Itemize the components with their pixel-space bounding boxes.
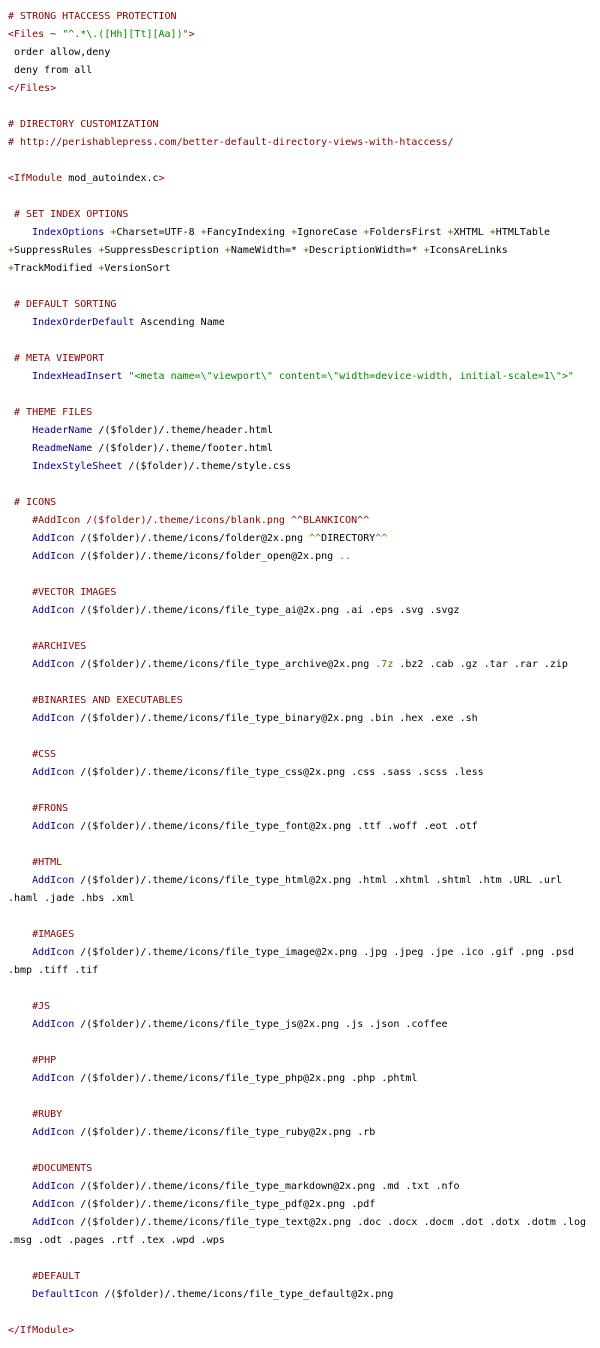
text-token: /($folder)/.theme/icons/file_type_php@2x.png .php .phtml	[74, 1073, 418, 1084]
text-token: /($folder)/.theme/icons/file_type_js@2x.png .js .json .coffee	[74, 1019, 448, 1030]
text-token: /($folder)/.theme/icons/file_type_markdown@2x.png .md .txt .nfo	[74, 1181, 460, 1192]
comment-token: #IMAGES	[8, 929, 75, 940]
text-token	[8, 1217, 32, 1228]
punctuation-token: ^^	[309, 533, 322, 544]
string-token: "<meta name=\"viewport\" content=\"width=device-width, initial-scale=1\">"	[128, 371, 574, 382]
code-line	[8, 1196, 600, 1214]
directive-token: AddIcon	[32, 1217, 75, 1228]
code-line	[8, 566, 600, 584]
code-line	[8, 314, 600, 332]
code-line	[8, 602, 600, 620]
text-token: /($folder)/.theme/icons/file_type_font@2x.png .ttf .woff .eot .otf	[74, 821, 478, 832]
text-token: /($folder)/.theme/icons/file_type_image@2x.png .jpg .jpeg .jpe .ico .gif .png .psd	[74, 947, 574, 958]
code-line	[8, 764, 600, 782]
code-line	[8, 494, 600, 512]
code-line	[8, 1106, 600, 1124]
text-token	[8, 1181, 32, 1192]
text-token: Charset=UTF-8	[116, 227, 201, 238]
directive-token: AddIcon	[32, 1019, 75, 1030]
text-token: /($folder)/.theme/icons/folder@2x.png	[74, 533, 310, 544]
code-line	[8, 656, 600, 674]
code-line	[8, 800, 600, 818]
code-line	[8, 548, 600, 566]
comment-token: # META VIEWPORT	[8, 353, 105, 364]
text-token: VersionSort	[104, 263, 171, 274]
code-line	[8, 1268, 600, 1286]
comment-token: # SET INDEX OPTIONS	[8, 209, 129, 220]
punctuation-token: +	[110, 227, 117, 238]
code-line	[8, 980, 600, 998]
text-token	[8, 1127, 32, 1138]
text-token	[8, 713, 32, 724]
tag-token: <IfModule	[8, 173, 63, 184]
tag-token: <Files	[8, 29, 45, 40]
text-token: /($folder)/.theme/header.html	[92, 425, 273, 436]
code-line	[8, 782, 600, 800]
text-token	[8, 821, 32, 832]
punctuation-token: +	[8, 263, 15, 274]
directive-token: AddIcon	[32, 947, 75, 958]
text-token: /($folder)/.theme/style.css	[122, 461, 291, 472]
code-line	[8, 962, 600, 980]
text-token: .msg .odt .pages .rtf .tex .wpd .wps	[8, 1235, 225, 1246]
code-line	[8, 44, 600, 62]
text-token: FancyIndexing	[206, 227, 292, 238]
directive-token: AddIcon	[32, 713, 75, 724]
punctuation-token: +	[423, 245, 430, 256]
directive-token: AddIcon	[32, 821, 75, 832]
text-token: /($folder)/.theme/icons/file_type_html@2x.png .html .xhtml .shtml .htm .URL .url	[74, 875, 562, 886]
text-token	[8, 1289, 32, 1300]
text-token	[8, 1073, 32, 1084]
directive-token: IndexStyleSheet	[32, 461, 123, 472]
punctuation-token: +	[224, 245, 231, 256]
code-line	[8, 818, 600, 836]
directive-token: IndexHeadInsert	[32, 371, 123, 382]
tag-token: </Files>	[8, 83, 57, 94]
code-line	[8, 728, 600, 746]
text-token	[8, 605, 32, 616]
code-line	[8, 944, 600, 962]
code-line	[8, 1232, 600, 1250]
comment-token: # THEME FILES	[8, 407, 93, 418]
punctuation-token: +	[98, 263, 105, 274]
punctuation-token: +	[98, 245, 105, 256]
directive-token: AddIcon	[32, 659, 75, 670]
text-token	[8, 227, 32, 238]
code-line	[8, 62, 600, 80]
code-line	[8, 872, 600, 890]
text-token: DIRECTORY	[321, 533, 376, 544]
text-token	[8, 317, 32, 328]
code-line	[8, 530, 600, 548]
punctuation-token: +	[200, 227, 207, 238]
comment-token: #DEFAULT	[8, 1271, 81, 1282]
punctuation-token: ..	[339, 551, 352, 562]
code-line	[8, 1214, 600, 1232]
text-token: /($folder)/.theme/icons/file_type_pdf@2x.png .pdf	[74, 1199, 376, 1210]
code-line	[8, 404, 600, 422]
code-line	[8, 584, 600, 602]
tag-token: >	[188, 29, 195, 40]
tag-token: </IfModule>	[8, 1325, 75, 1336]
code-line	[8, 332, 600, 350]
text-token: /($folder)/.theme/icons/file_type_archive@2x.png	[74, 659, 376, 670]
code-line	[8, 854, 600, 872]
code-line	[8, 638, 600, 656]
code-line	[8, 368, 600, 386]
comment-token: #VECTOR IMAGES	[8, 587, 117, 598]
text-token: SuppressRules	[14, 245, 99, 256]
directive-token: AddIcon	[32, 1181, 75, 1192]
code-line	[8, 206, 600, 224]
directive-token: IndexOrderDefault	[32, 317, 135, 328]
text-token	[8, 767, 32, 778]
code-line	[8, 8, 600, 26]
code-line	[8, 998, 600, 1016]
code-line	[8, 1034, 600, 1052]
text-token: Ascending Name	[134, 317, 225, 328]
directive-token: DefaultIcon	[32, 1289, 99, 1300]
code-line	[8, 692, 600, 710]
code-line	[8, 152, 600, 170]
text-token: XHTML	[453, 227, 490, 238]
text-token: .bmp .tiff .tif	[8, 965, 99, 976]
text-token: /($folder)/.theme/icons/file_type_ruby@2x.png .rb	[74, 1127, 376, 1138]
text-token: NameWidth=*	[230, 245, 304, 256]
code-line	[8, 1250, 600, 1268]
text-token: /($folder)/.theme/icons/file_type_css@2x.png .css .sass .scss .less	[74, 767, 484, 778]
code-line	[8, 170, 600, 188]
text-token: /($folder)/.theme/icons/file_type_default@2x.png	[98, 1289, 394, 1300]
code-line	[8, 1178, 600, 1196]
code-line	[8, 926, 600, 944]
directive-token: AddIcon	[32, 533, 75, 544]
directive-token: AddIcon	[32, 551, 75, 562]
comment-token: # DEFAULT SORTING	[8, 299, 117, 310]
code-line	[8, 1322, 600, 1340]
text-token	[8, 659, 32, 670]
text-token: mod_autoindex.c	[62, 173, 159, 184]
directive-token: AddIcon	[32, 1073, 75, 1084]
tag-token: >	[158, 173, 165, 184]
directive-token: AddIcon	[32, 1127, 75, 1138]
directive-token: ReadmeName	[32, 443, 93, 454]
punctuation-token: +	[291, 227, 298, 238]
code-line	[8, 908, 600, 926]
directive-token: IndexOptions	[32, 227, 105, 238]
text-token: .haml .jade .hbs .xml	[8, 893, 135, 904]
text-token: IgnoreCase	[297, 227, 364, 238]
text-token: DescriptionWidth=*	[309, 245, 424, 256]
comment-token: #HTML	[8, 857, 63, 868]
code-line	[8, 242, 600, 260]
code-line	[8, 458, 600, 476]
directive-token: HeaderName	[32, 425, 93, 436]
comment-token: # STRONG HTACCESS PROTECTION	[8, 11, 177, 22]
text-token	[8, 551, 32, 562]
code-line	[8, 1160, 600, 1178]
text-token: FoldersFirst	[369, 227, 448, 238]
comment-token: #DOCUMENTS	[8, 1163, 93, 1174]
text-token: /($folder)/.theme/icons/folder_open@2x.png	[74, 551, 340, 562]
text-token: deny from all	[8, 65, 93, 76]
code-line	[8, 1016, 600, 1034]
code-line	[8, 1070, 600, 1088]
comment-token: #RUBY	[8, 1109, 63, 1120]
comment-token: #CSS	[8, 749, 57, 760]
text-token: ~	[44, 29, 63, 40]
code-line	[8, 476, 600, 494]
text-token	[8, 533, 32, 544]
code-line	[8, 1124, 600, 1142]
punctuation-token: +	[8, 245, 15, 256]
text-token	[8, 443, 32, 454]
text-token: .bz2 .cab .gz .tar .rar .zip	[393, 659, 568, 670]
punctuation-token: ^^	[375, 533, 388, 544]
code-line	[8, 224, 600, 242]
code-line	[8, 1142, 600, 1160]
code-line	[8, 1088, 600, 1106]
comment-token: #PHP	[8, 1055, 57, 1066]
text-token	[8, 461, 32, 472]
text-token	[8, 425, 32, 436]
text-token: TrackModified	[14, 263, 99, 274]
comment-token: # http://perishablepress.com/better-default-directory-views-with-htaccess/	[8, 137, 454, 148]
punctuation-token: +	[489, 227, 496, 238]
code-line	[8, 836, 600, 854]
comment-token: #BINARIES AND EXECUTABLES	[8, 695, 183, 706]
text-token	[8, 947, 32, 958]
code-line	[8, 98, 600, 116]
comment-token: #AddIcon /($folder)/.theme/icons/blank.png ^^BLANKICON^^	[8, 515, 370, 526]
punctuation-token: +	[363, 227, 370, 238]
code-line	[8, 116, 600, 134]
directive-token: AddIcon	[32, 767, 75, 778]
string-token: "^.*\.([Hh][Tt][Aa])"	[62, 29, 189, 40]
text-token: /($folder)/.theme/icons/file_type_ai@2x.png .ai .eps .svg .svgz	[74, 605, 460, 616]
code-line	[8, 296, 600, 314]
code-line	[8, 674, 600, 692]
text-token	[8, 1019, 32, 1030]
punctuation-token: .7z	[375, 659, 394, 670]
comment-token: #JS	[8, 1001, 51, 1012]
text-token: /($folder)/.theme/icons/file_type_binary@2x.png .bin .hex .exe .sh	[74, 713, 478, 724]
directive-token: AddIcon	[32, 875, 75, 886]
code-line	[8, 260, 600, 278]
code-line	[8, 80, 600, 98]
comment-token: # ICONS	[8, 497, 57, 508]
punctuation-token: +	[303, 245, 310, 256]
comment-token: # DIRECTORY CUSTOMIZATION	[8, 119, 159, 130]
punctuation-token: +	[447, 227, 454, 238]
text-token	[8, 1199, 32, 1210]
code-line	[8, 746, 600, 764]
code-line	[8, 890, 600, 908]
code-line	[8, 26, 600, 44]
text-token: HTMLTable	[495, 227, 550, 238]
code-line	[8, 134, 600, 152]
code-line	[8, 386, 600, 404]
code-line	[8, 1286, 600, 1304]
text-token: IconsAreLinks	[429, 245, 508, 256]
code-line	[8, 278, 600, 296]
code-line	[8, 188, 600, 206]
directive-token: AddIcon	[32, 605, 75, 616]
directive-token: AddIcon	[32, 1199, 75, 1210]
code-line	[8, 512, 600, 530]
text-token: order allow,deny	[8, 47, 111, 58]
text-token	[8, 371, 32, 382]
comment-token: #ARCHIVES	[8, 641, 87, 652]
comment-token: #FRONS	[8, 803, 69, 814]
code-line	[8, 422, 600, 440]
text-token: SuppressDescription	[104, 245, 225, 256]
text-token: /($folder)/.theme/icons/file_type_text@2x.png .doc .docx .docm .dot .dotx .dotm .log	[74, 1217, 586, 1228]
code-line	[8, 1304, 600, 1322]
code-line	[8, 440, 600, 458]
text-token: /($folder)/.theme/footer.html	[92, 443, 273, 454]
code-line	[8, 350, 600, 368]
text-token	[8, 875, 32, 886]
code-line	[8, 710, 600, 728]
code-line	[8, 1052, 600, 1070]
code-line	[8, 620, 600, 638]
